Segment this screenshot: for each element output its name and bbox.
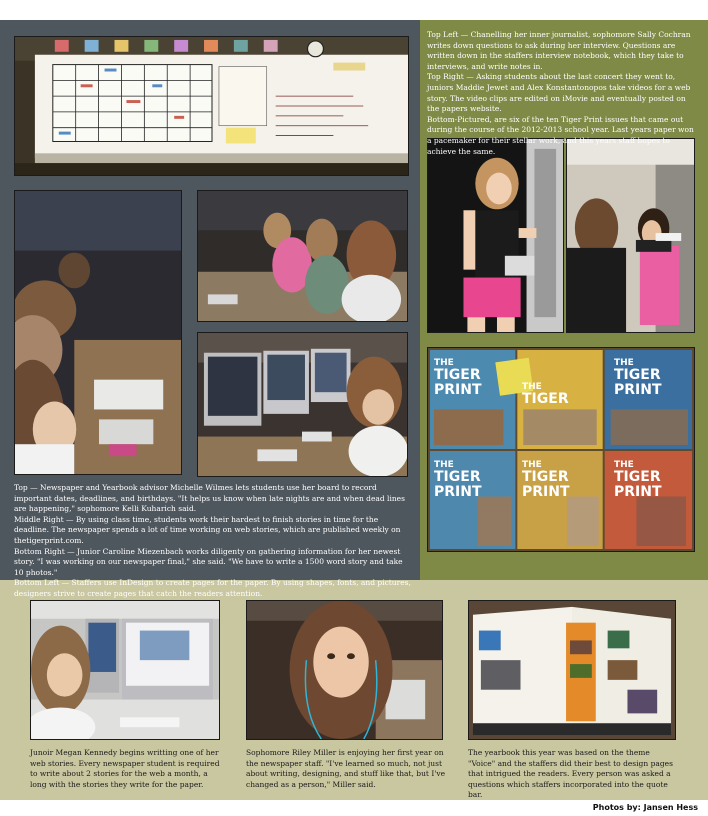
caption-block-gray bbox=[14, 483, 412, 600]
photo-tiger-print-issues bbox=[427, 347, 695, 552]
cover-masthead-6: THE TIGER PRINT bbox=[614, 460, 662, 500]
cover-masthead-2: THE TIGER bbox=[522, 382, 569, 407]
cover-masthead-4: THE TIGER PRINT bbox=[434, 460, 482, 500]
caption-top-left: Top Left — Chanelling her inner journalist, sophomore Sally Cochran writes down questions to ask during her interview. Questions are written down in the staffers interview notebook, which they take to interviews, and write notes in. bbox=[427, 30, 691, 71]
caption-bottom-pictured: Bottom-Pictured, are six of the ten Tiger Print issues that came out during the course of the 2012-2013 school year. Last years paper won a pacemaker for their stellar work, and this years staff hopes to achieve the same. bbox=[427, 114, 694, 156]
caption-top-right: Top Right — Asking students about the last concert they went to, juniors Maddie Jewet and Alex Konstantonopos take videos for a web story. The video clips are edited on iMovie and eventually posted on the papers website. bbox=[427, 72, 691, 114]
photo-credit: Photos by: Jansen Hess bbox=[592, 803, 698, 812]
photo-staffers-indesign bbox=[14, 190, 182, 475]
photo-junior-imac bbox=[197, 332, 408, 477]
caption-megan-kennedy: Junoir Megan Kennedy begins writting one of her web stories. Every newspaper student is required to write about 2 stories for the web a month, a long with the stories they write for the paper. bbox=[30, 748, 220, 789]
photo-students-deadline bbox=[197, 190, 408, 322]
cover-masthead-1: THE TIGER PRINT bbox=[434, 358, 482, 398]
photo-yearbook bbox=[468, 600, 676, 740]
caption-top: Top — Newspaper and Yearbook advisor Michelle Wilmes lets students use her board to record important dates, deadlines, and birthdays. "It helps us know when late nights are and when dead lines are happening," sophomore Kelli Kuharich said. bbox=[14, 483, 405, 514]
caption-middle-right: Middle Right — By using class time, students work their hardest to finish stories in time for the deadline. The newspaper spends a lot of time working on web stories, which are published weekly on thetigerprint.com. bbox=[14, 514, 401, 545]
caption-riley-miller: Sophomore Riley Miller is enjoying her first year on the newspaper staff. "I've learned so much, not just about writing, designing, and stuff like that, but I've changed as a person," Miller said. bbox=[246, 748, 446, 789]
caption-yearbook: The yearbook this year was based on the theme "Voice" and the staffers did their best to design pages that intrigued the readers. Every person was asked a questions which staffers incorporated into the quote bar. bbox=[468, 748, 673, 800]
photo-riley-miller bbox=[246, 600, 443, 740]
photo-whiteboard bbox=[14, 36, 409, 176]
photo-juniors-video bbox=[566, 138, 695, 333]
cover-masthead-5: THE TIGER PRINT bbox=[522, 460, 570, 500]
caption-bottom-left: Bottom Left — Staffers use InDesign to create pages for the paper. By using shapes, fonts, and pictures, designers strive to create pages that catch the readers attention. bbox=[14, 578, 411, 598]
cover-masthead-3: THE TIGER PRINT bbox=[614, 358, 662, 398]
caption-block-olive bbox=[427, 30, 699, 157]
caption-bottom-right: Bottom Right — Junior Caroline Miezenbach works diligenty on gathering information for her newest story. "I was working on our newspaper final," she said. "We have to write a 1500 word story and take 10 photos." bbox=[14, 546, 403, 577]
photo-megan-kennedy bbox=[30, 600, 220, 740]
photo-sophomore-interview bbox=[427, 138, 564, 333]
